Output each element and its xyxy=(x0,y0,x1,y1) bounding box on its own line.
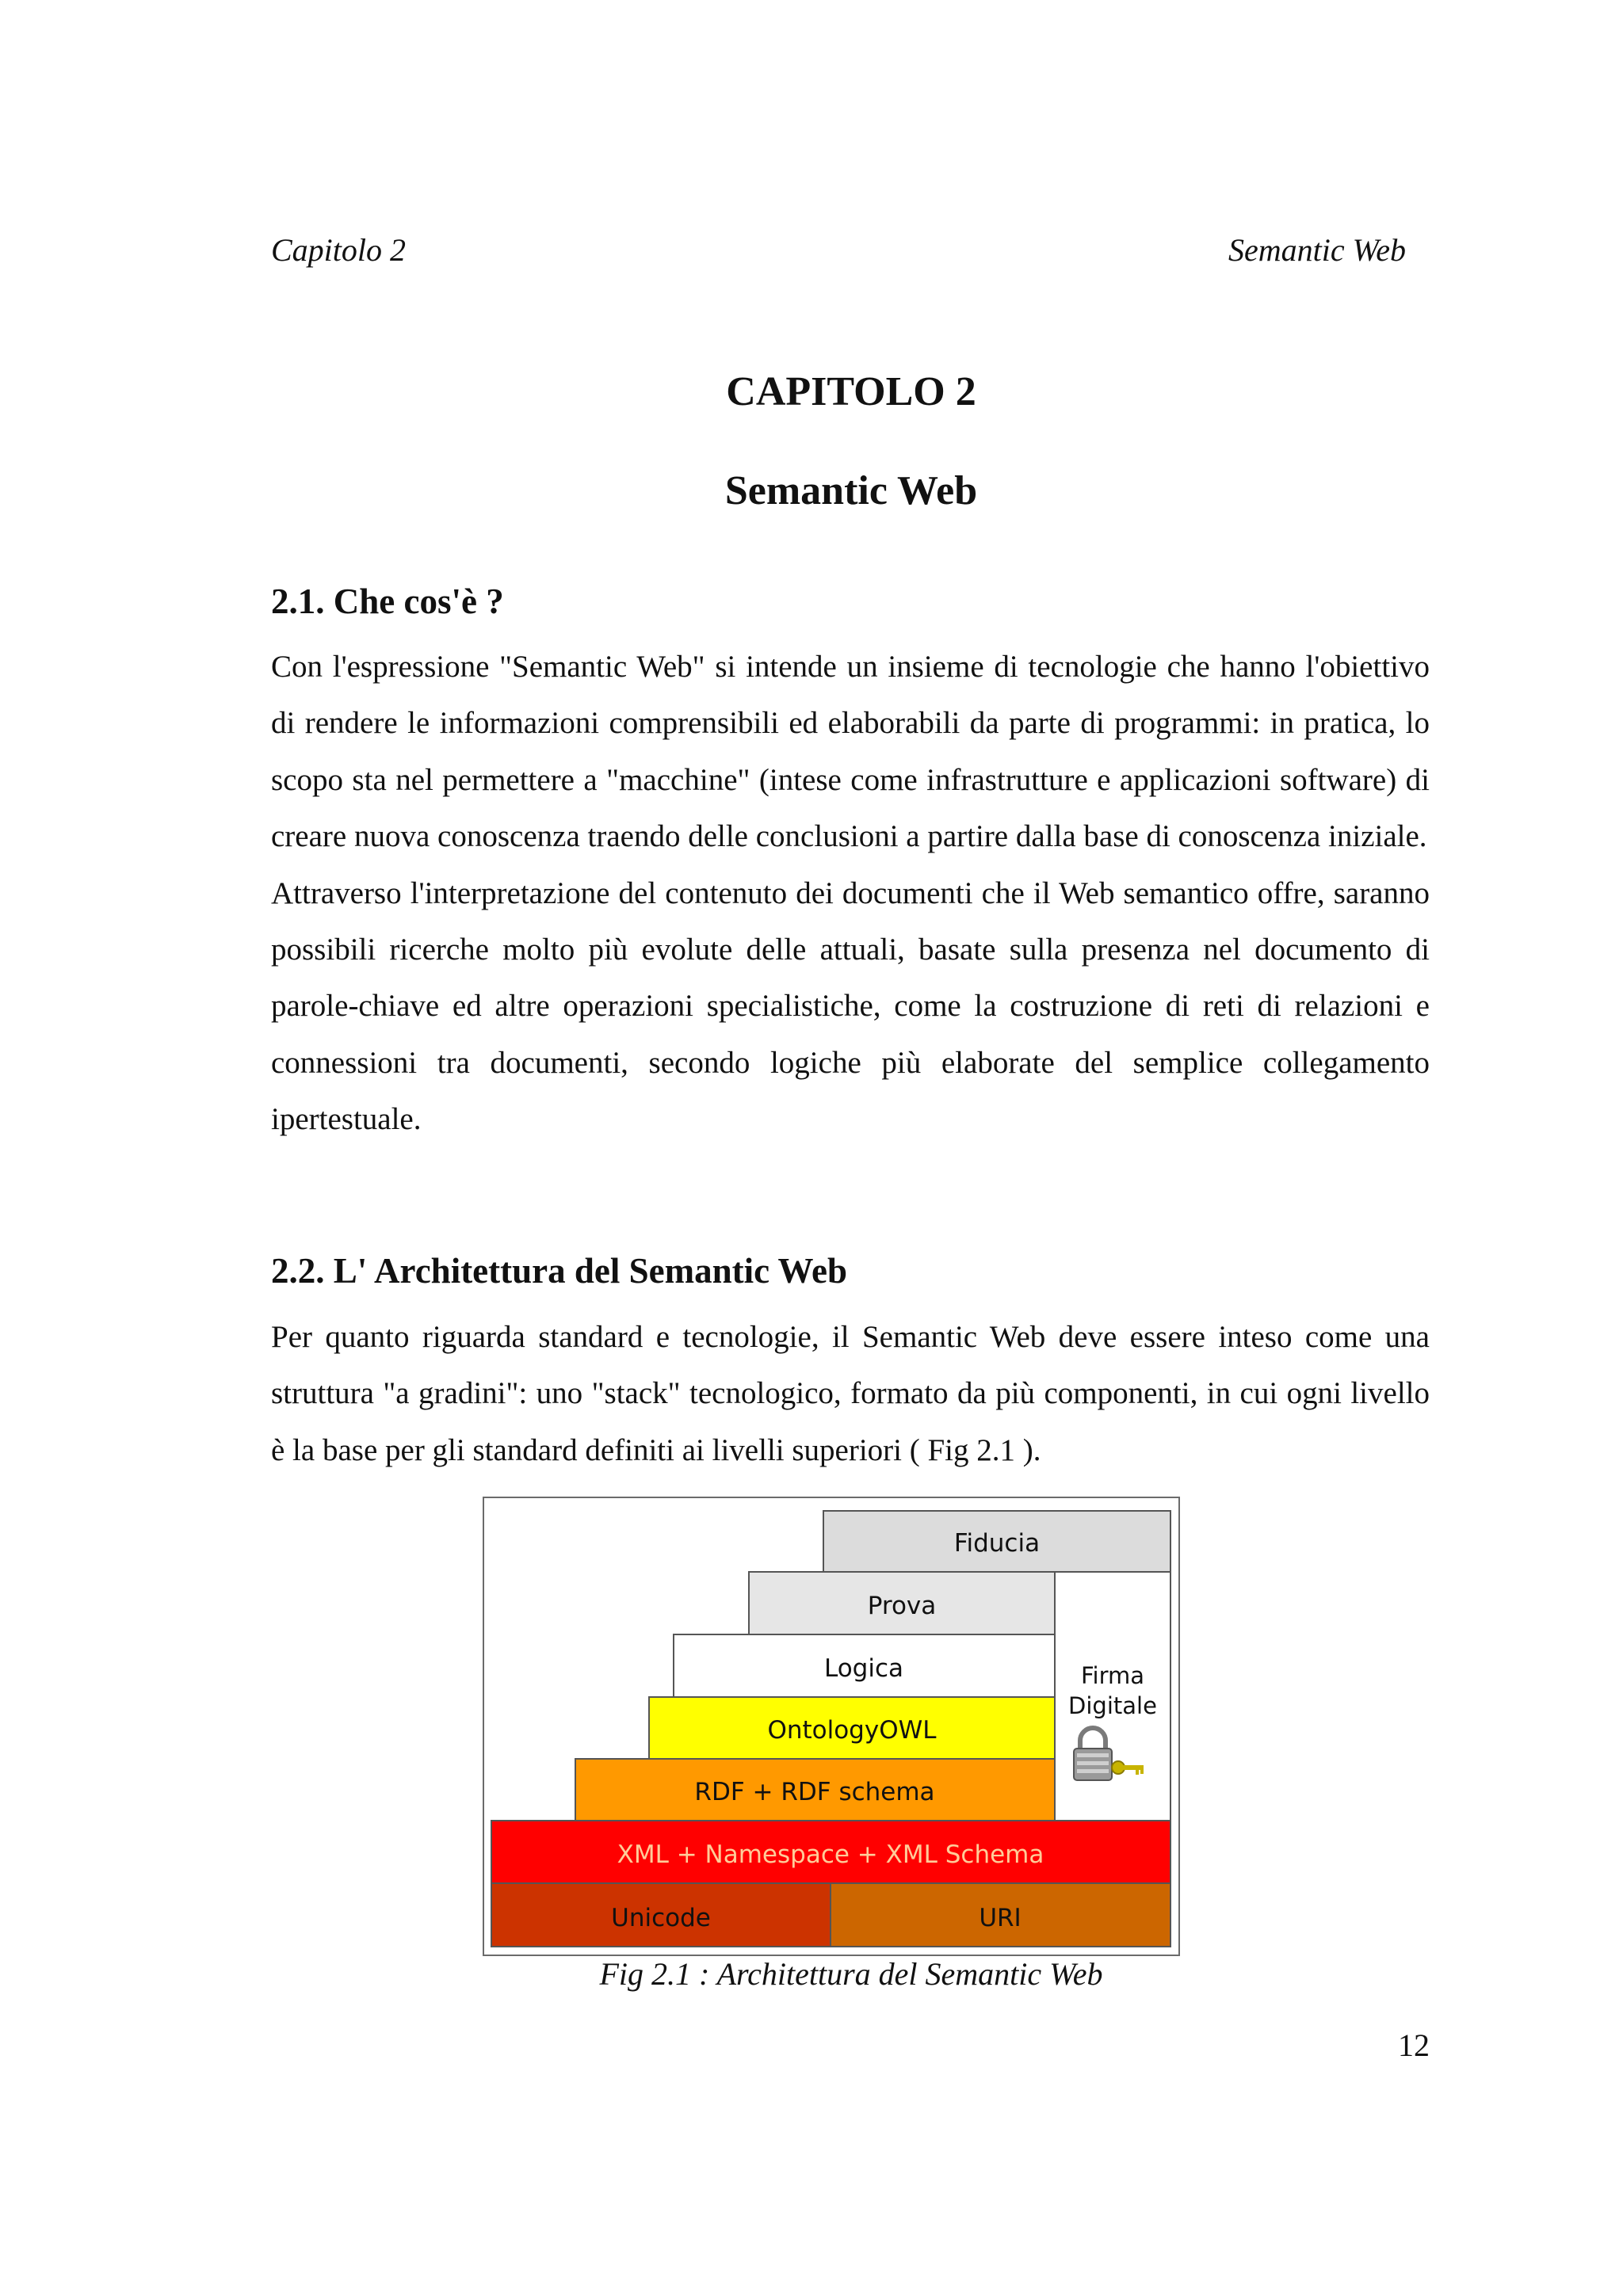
layer-ontology-owl-label: OntologyOWL xyxy=(767,1716,937,1745)
chapter-subtitle: Semantic Web xyxy=(724,468,978,513)
running-header-chapter: Capitolo 2 xyxy=(271,232,407,268)
chapter-title: CAPITOLO 2 xyxy=(726,369,976,414)
firma-digitale-line2: Digitale xyxy=(1068,1692,1157,1719)
section-2-1-body xyxy=(271,639,1430,1148)
layer-uri-label: URI xyxy=(979,1904,1022,1932)
layer-fiducia-label: Fiducia xyxy=(953,1529,1041,1558)
layer-logica-label: Logica xyxy=(823,1654,904,1683)
paragraph: Per quanto riguarda standard e tecnologie, il Semantic Web deve essere inteso come una struttura "a gradini": uno "stack" tecnologico, formato da più componenti, in cui ogni livello è la base per gli standard definiti ai livelli superiori ( Fig 2.1 ). xyxy=(271,1320,1430,1467)
figure-caption: Fig 2.1 : Architettura del Semantic Web xyxy=(599,1956,1103,1992)
firma-digitale-line1: Firma xyxy=(1080,1662,1145,1689)
layer-rdf-label: RDF + RDF schema xyxy=(694,1778,935,1806)
semantic-web-stack-figure xyxy=(483,1497,1180,1956)
section-heading-2-2: 2.2. L' Architettura del Semantic Web xyxy=(271,1251,848,1291)
semantic-web-stack-diagram xyxy=(484,1498,1178,1955)
paragraph: Con l'espressione "Semantic Web" si intende un insieme di tecnologie che hanno l'obiettivo di rendere le informazioni comprensibili ed elaborabili da parte di programmi: in pratica, lo scopo sta nel permettere a "macchine" (intese come infrastrutture e applicazioni software) di creare nuova conoscenza traendo delle conclusioni a partire dalla base di conoscenza iniziale. xyxy=(271,650,1430,854)
layer-prova-label: Prova xyxy=(867,1592,937,1620)
running-header-title: Semantic Web xyxy=(1228,232,1406,268)
running-header xyxy=(271,231,1406,271)
section-2-2-body xyxy=(271,1309,1430,1478)
paragraph: Attraverso l'interpretazione del contenuto dei documenti che il Web semantico offre, saranno possibili ricerche molto più evolute delle attuali, basate sulla presenza nel documento di parole-chiave ed altre operazioni specialistiche, come la costruzione di reti di relazioni e connessioni tra documenti, secondo logiche più elaborate del semplice collegamento ipertestuale. xyxy=(271,875,1430,1137)
layer-xml-label: XML + Namespace + XML Schema xyxy=(617,1840,1044,1869)
page-number: 12 xyxy=(1398,2027,1430,2063)
layer-unicode-label: Unicode xyxy=(611,1904,711,1932)
section-heading-2-1: 2.1. Che cos'è ? xyxy=(271,582,504,621)
